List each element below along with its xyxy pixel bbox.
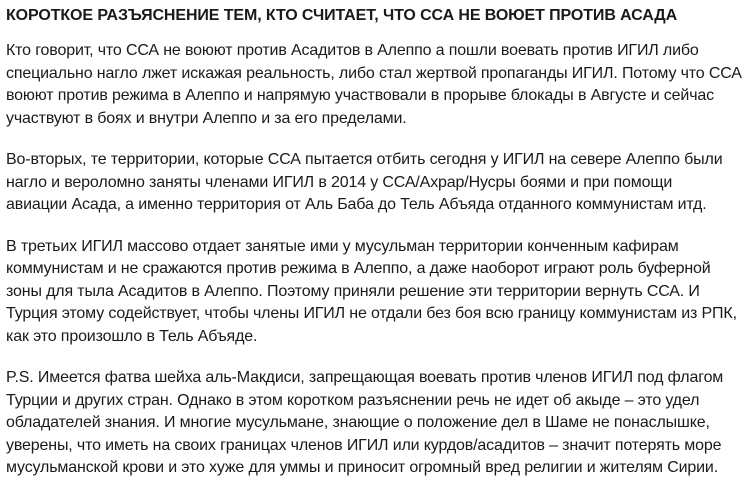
document-title: КОРОТКОЕ РАЗЪЯСНЕНИЕ ТЕМ, КТО СЧИТАЕТ, ЧТО ССА НЕ ВОЮЕТ ПРОТИВ АСАДА (6, 7, 678, 24)
paragraph-1 (6, 40, 746, 130)
text-line: воюют против режима в Алеппо и напрямую участвовали в прорыве блокады в Августе и сейчас (6, 87, 714, 104)
paragraph-3 (6, 236, 746, 349)
text-line: авиации Асада, а именно территория от Аль Баба до Тель Абъяда отданного коммунистам итд. (6, 196, 707, 213)
text-line: Во-вторых, те территории, которые ССА пытается отбить сегодня у ИГИЛ на севере Алеппо были (6, 151, 723, 168)
text-line: специально нагло лжет искажая реальность, либо стал жертвой пропаганды ИГИЛ. Потому что ССА (6, 64, 742, 82)
text-line: Турции и других стран. Однако в этом коротком разъяснении речь не идет об акыде – это удел (6, 391, 700, 409)
document (6, 6, 746, 499)
paragraph-2 (6, 149, 746, 217)
paragraph-4 (6, 367, 746, 480)
text-line: уверены, что иметь на своих границах членов ИГИЛ или курдов/асадитов – значит потерять море (6, 436, 722, 454)
text-line: нагло и вероломно заняты членами ИГИЛ в 2014 у ССА/Ахрар/Нусры боями и при помощи (6, 173, 673, 191)
text-line: Турция этому содействует, чтобы члены ИГИЛ не отдали без боя всю границу коммунистам из РПК, (6, 305, 737, 322)
text-line: В третьих ИГИЛ массово отдает занятые ими у мусульман территории конченным кафирам (6, 237, 679, 255)
text-line: обладателей знания. И многие мусульмане, знающие о положение дел в Шаме не понаслышке, (6, 414, 710, 431)
text-line: участвуют в боях и внутри Алеппо и за его пределами. (6, 109, 407, 127)
text-line: коммунистам и не сражаются против режима в Алеппо, а даже наоборот играют роль буферной (6, 260, 711, 277)
text-line: P.S. Имеется фатва шейха аль-Макдиси, запрещающая воевать против членов ИГИЛ под флагом (6, 369, 724, 386)
text-line: мусульманской крови и это хуже для уммы и приносит огромный вред религии и жителям Сирии. (6, 459, 719, 476)
text-line: зоны для тыла Асадитов в Алеппо. Поэтому приняли решение эти территории вернуть ССА. И (6, 282, 700, 300)
text-line: Кто говорит, что ССА не воюют против Асадитов в Алеппо а пошли воевать против ИГИЛ либо (6, 42, 699, 59)
text-line: как это произошло в Тель Абъяде. (6, 327, 258, 345)
